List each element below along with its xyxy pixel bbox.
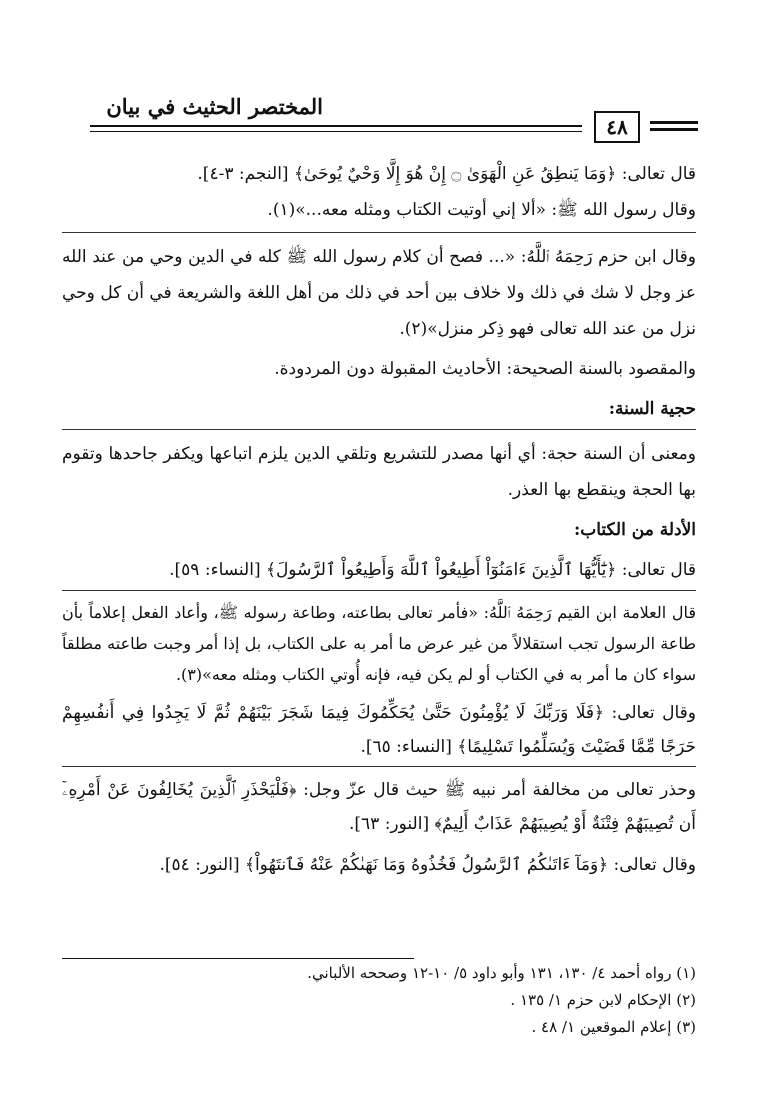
header-rule	[90, 125, 582, 127]
footnote: (١) رواه أحمد ٤/ ١٣٠، ١٣١ وأبو داود ٥/ ١٠-١٢ وصححه الألباني.	[307, 964, 696, 982]
running-header-title: المختصر الحثيث في بيان	[106, 94, 323, 119]
paragraph: قال تعالى: ﴿يَٰٓأَيُّهَا ٱلَّذِينَ ءَامَنُوٓاْ أَطِيعُواْ ٱللَّهَ وَأَطِيعُواْ ٱلرَّسُولَ﴾ [النساء: ٥٩].	[169, 560, 696, 580]
divider	[62, 427, 696, 430]
header-ornament	[650, 121, 698, 135]
page-number: ٤٨	[594, 111, 640, 143]
paragraph: وقال رسول الله ﷺ: «ألا إني أوتيت الكتاب ومثله معه...»(١).	[267, 200, 696, 220]
paragraph: قال تعالى: ﴿وَمَا يَنطِقُ عَنِ الْهَوَىٰ ۝ إِنْ هُوَ إِلَّا وَحْيٌ يُوحَىٰ﴾ [النجم: ٣-٤].	[197, 164, 696, 184]
footnote: (٢) الإحكام لابن حزم ١/ ١٣٥ .	[510, 991, 696, 1009]
footnote-rule	[62, 958, 414, 959]
divider	[62, 228, 696, 233]
section-heading: الأدلة من الكتاب:	[573, 520, 696, 540]
header-rule-thin	[90, 131, 582, 132]
divider	[62, 588, 696, 591]
paragraph: ومعنى أن السنة حجة: أي أنها مصدر للتشريع وتلقي الدين يلزم اتباعها ويكفر جاحدها وتقوم بها الحجة وينقطع بها العذر.	[62, 444, 696, 500]
paragraph: قال العلامة ابن القيم رَحِمَهُ ٱللَّهُ: «فأمر تعالى بطاعته، وطاعة رسوله ﷺ، وأعاد الفعل إعلاماً بأن طاعة الرسول تجب استقلالاً من غير عرض ما أمر به على الكتاب، بل إذا أمر وجبت طاعته مطلقاً سواء كان ما أمر به في الكتاب أو لم يكن فيه، فإنه أُوتي الكتاب ومثله معه»(٣).	[62, 603, 697, 684]
paragraph: وحذر تعالى من مخالفة أمر نبيه ﷺ حيث قال عزّ وجل: ﴿فَلْيَحْذَرِ ٱلَّذِينَ يُخَالِفُونَ عَنْ أَمْرِهِۦٓ أَن تُصِيبَهُمْ فِتْنَةٌ أَوْ يُصِيبَهُمْ عَذَابٌ أَلِيمٌ﴾ [النور: ٦٣].	[62, 780, 696, 834]
paragraph: والمقصود بالسنة الصحيحة: الأحاديث المقبولة دون المردودة.	[274, 359, 696, 379]
section-heading: حجية السنة:	[608, 399, 696, 419]
paragraph: وقال ابن حزم رَحِمَهُ ٱللَّهُ: «... فصح أن كلام رسول الله ﷺ كله في الدين وحي من عند الله عز وجل لا شك في ذلك ولا خلاف بين أحد في ذلك من أهل اللغة والشريعة في أن كل وحي نزل من عند الله تعالى فهو ذِكر منزل»(٢).	[62, 247, 696, 339]
footnotes	[62, 960, 696, 1041]
paragraph: وقال تعالى: ﴿وَمَآ ءَاتَىٰكُمُ ٱلرَّسُولُ فَخُذُوهُ وَمَا نَهَىٰكُمْ عَنْهُ فَٱنتَهُواْ﴾ [النور: ٥٤].	[159, 855, 696, 875]
divider	[62, 764, 696, 767]
paragraph: وقال تعالى: ﴿فَلَا وَرَبِّكَ لَا يُؤْمِنُونَ حَتَّىٰ يُحَكِّمُوكَ فِيمَا شَجَرَ بَيْنَهُمْ ثُمَّ لَا يَجِدُوا فِي أَنفُسِهِمْ حَرَجًا مِّمَّا قَضَيْتَ وَيُسَلِّمُوا تَسْلِيمًا﴾ [النساء: ٦٥].	[62, 703, 696, 757]
page-body	[62, 150, 696, 883]
footnote: (٣) إعلام الموقعين ١/ ٤٨ .	[531, 1018, 696, 1036]
